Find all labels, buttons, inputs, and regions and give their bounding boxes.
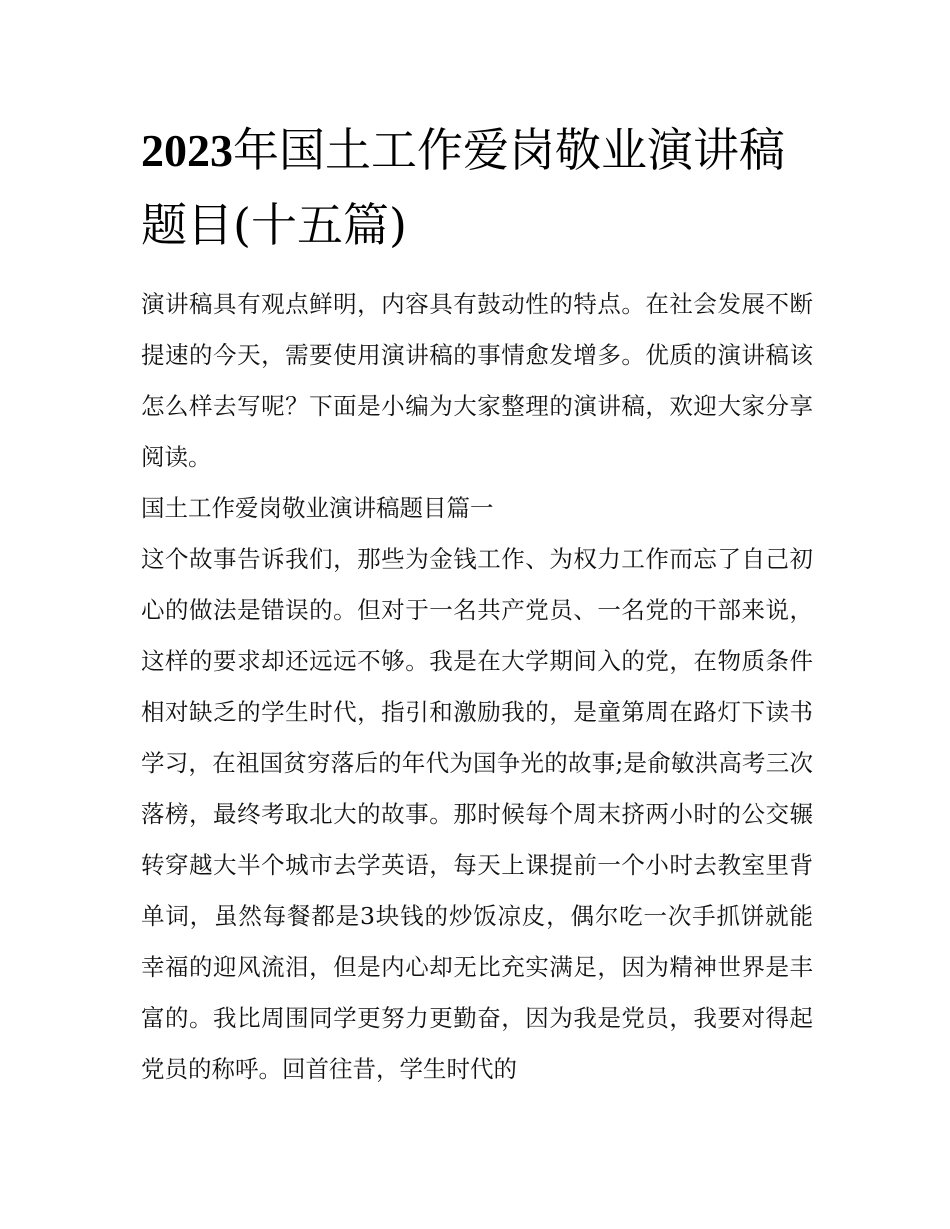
document-title	[141, 113, 821, 263]
intro-paragraph: 演讲稿具有观点鲜明，内容具有鼓动性的特点。在社会发展不断提速的今天，需要使用演讲稿的事情愈发增多。优质的演讲稿该怎么样去写呢？下面是小编为大家整理的演讲稿，欢迎大家分享阅读。	[141, 290, 813, 471]
section-paragraph: 这个故事告诉我们，那些为金钱工作、为权力工作而忘了自己初心的做法是错误的。但对于一名共产党员、一名党的干部来说，这样的要求却还远远不够。我是在大学期间入的党，在物质条件相对缺乏的学生时代，指引和激励我的，是童第周在路灯下读书学习，在祖国贫穷落后的年代为国争光的故事;是俞敏洪高考三次落榜，最终考取北大的故事。那时候每个周末挤两小时的公交辗转穿越大半个城市去学英语，每天上课提前一个小时去教室里背单词，虽然每餐都是3块钱的炒饭凉皮，偶尔吃一次手抓饼就能幸福的迎风流泪，但是内心却无比充实满足，因为精神世界是丰富的。我比周围同学更努力更勤奋，因为我是党员，我要对得起党员的称呼。回首往昔，学生时代的	[141, 545, 813, 1083]
title-year: 2023	[141, 125, 233, 176]
document-body	[141, 279, 813, 1095]
section-heading: 国土工作爱岗敬业演讲稿题目篇一	[141, 494, 494, 522]
title-text: 年国土工作爱岗敬业演讲稿题目(十五篇)	[141, 123, 785, 252]
